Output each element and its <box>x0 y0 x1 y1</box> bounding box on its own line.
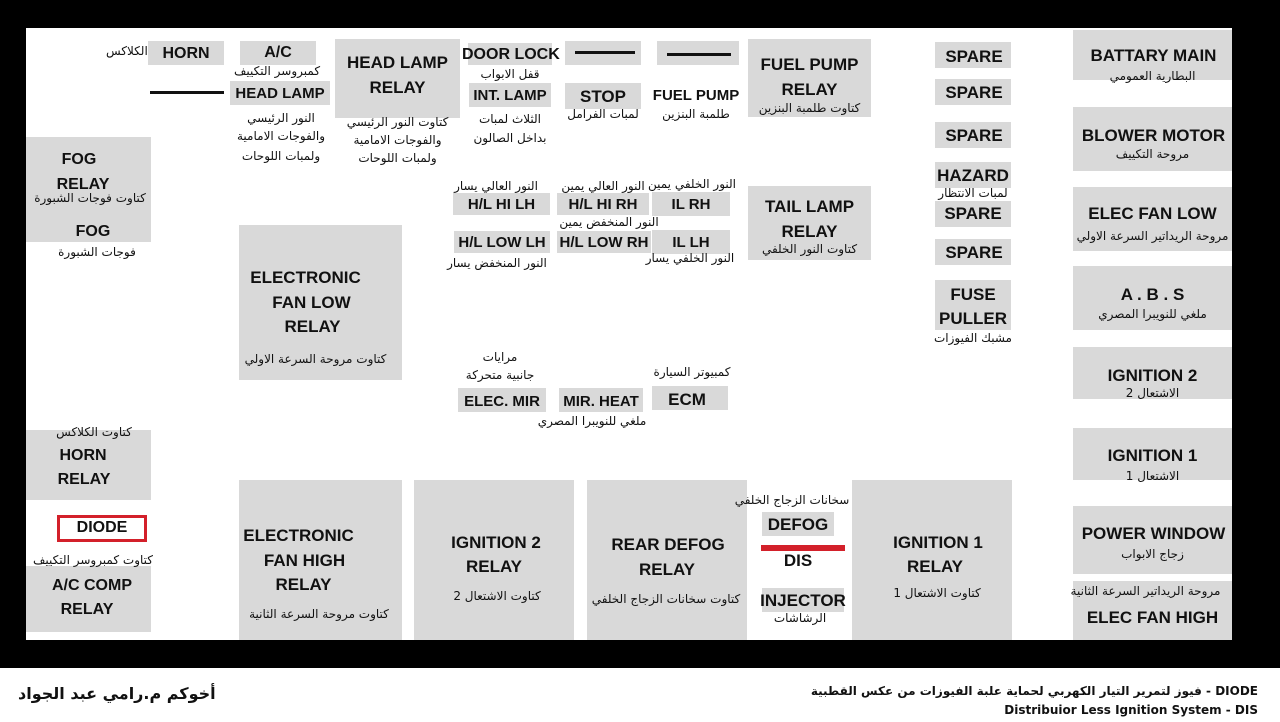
fuse-hl-hi-rh-label: H/L HI RH <box>568 196 638 213</box>
fuse-hazard-label: HAZARD <box>937 166 1009 185</box>
relay-horn-label-1: HORN <box>59 447 107 464</box>
horn-ar-label: الكلاكس <box>106 44 148 58</box>
fuse-dis-label: DIS <box>783 551 813 570</box>
fuse-stop-label: STOP <box>580 87 626 106</box>
relay-efan-low-label-3: RELAY <box>284 317 341 336</box>
relay-rear-defog-label-2: RELAY <box>638 560 696 579</box>
relay-ign2-ar: كتاوت الاشتعال 2 <box>453 589 541 603</box>
relay-efan-high-label-3: RELAY <box>275 575 332 594</box>
fuse-elec-fan-high-label: ELEC FAN HIGH <box>1086 608 1219 627</box>
relay-head-lamp-label-1: HEAD LAMP <box>346 53 449 72</box>
fuse-head-lamp-ar-1: النور الرئيسي <box>247 111 315 125</box>
fuse-mir-heat-ar: ملغي للنويبرا المصري <box>537 414 647 428</box>
fuse-elec-mir-ar-1: مرايات <box>482 350 518 364</box>
fuse-ac-ar-label: كمبروسر التكييف <box>233 64 321 78</box>
fuse-hl-hi-lh-label: H/L HI LH <box>467 196 536 213</box>
relay-tail-lamp-label-1: TAIL LAMP <box>764 197 855 216</box>
relay-tail-lamp-label-2: RELAY <box>781 222 838 241</box>
fuse-spare-5-label: SPARE <box>945 243 1003 262</box>
fuse-injector-ar: الرشاشات <box>773 611 827 625</box>
fuse-elec-mir-label: ELEC. MIR <box>464 393 540 410</box>
fuse-puller-label-1: FUSE <box>950 285 996 304</box>
fuse-il-lh-ar: النور الخلفي يسار <box>645 251 735 265</box>
fuse-power-window-label: POWER WINDOW <box>1081 524 1226 543</box>
relay-rear-defog-label-1: REAR DEFOG <box>611 535 725 554</box>
fuse-defog-label: DEFOG <box>767 515 829 534</box>
relay-ign2-label-1: IGNITION 2 <box>451 533 541 552</box>
fuse-elec-fan-low-ar: مروحة الريداتير السرعة الاولي <box>1076 229 1229 243</box>
fuse-abs-ar: ملغي للنويبرا المصري <box>1098 307 1207 321</box>
fuse-ignition-1-ar: الاشتعال 1 <box>1125 469 1180 483</box>
relay-efan-high-ar: كتاوت مروحة السرعة الثانية <box>249 607 389 621</box>
relay-head-lamp-ar-2: والفوجات الامامية <box>353 133 442 147</box>
fuse-hl-hi-lh-ar: النور العالي يسار <box>454 179 538 193</box>
relay-ac-comp <box>26 566 151 632</box>
fuse-mir-heat-label: MIR. HEAT <box>563 393 639 410</box>
relay-fog-ar-label: كتاوت فوجات الشبورة <box>34 191 146 205</box>
fuse-ecm-ar: كمبيوتر السيارة <box>653 365 731 379</box>
fuse-fuel-pump-ar: طلمبة البنزين <box>662 107 730 121</box>
fuse-hl-low-lh-label: H/L LOW LH <box>458 234 546 251</box>
fuse-board <box>26 28 1232 640</box>
fuse-spare-2-label: SPARE <box>945 83 1003 102</box>
fuse-spare-1-label: SPARE <box>945 47 1003 66</box>
relay-ign2-label-2: RELAY <box>465 557 523 576</box>
fuse-il-rh-label: IL RH <box>671 196 711 213</box>
fuse-hl-low-rh-ar: النور المنخفض يمين <box>559 215 659 229</box>
dis-note: Distribuior Less Ignition System - DIS <box>1004 703 1258 717</box>
fuse-hl-low-lh-ar: النور المنخفض يسار <box>447 256 547 270</box>
relay-efan-low-label-2: FAN LOW <box>272 293 351 312</box>
fuse-int-lamp-ar-1: الثلاث لمبات <box>478 112 542 126</box>
relay-fog-label-2: RELAY <box>56 176 110 193</box>
fuse-horn-label: HORN <box>162 45 210 62</box>
relay-fuel-pump-label-2: RELAY <box>781 80 838 99</box>
relay-fog-label-1: FOG <box>61 151 97 168</box>
author-signature: أخوكم م.رامي عبد الجواد <box>18 684 216 703</box>
fuse-il-lh-label: IL LH <box>672 234 710 251</box>
fuse-fuel-pump-label: FUEL PUMP <box>652 87 740 104</box>
fuse-door-lock-ar: قفل الابواب <box>480 67 540 81</box>
fuse-ignition-2-label: IGNITION 2 <box>1107 366 1198 385</box>
relay-head-lamp-label-2: RELAY <box>369 78 426 97</box>
fuse-door-lock-label: DOOR LOCK <box>462 46 560 63</box>
relay-horn-label-2: RELAY <box>57 471 111 488</box>
fuse-bar-1 <box>150 91 224 94</box>
fuse-spare-4-label: SPARE <box>944 204 1002 223</box>
relay-ac-comp-label-2: RELAY <box>60 601 114 618</box>
diode-note: DIODE - فيوز لتمرير التيار الكهربي لحماية علبة الفيوزات من عكس القطبية <box>810 684 1258 698</box>
relay-fuel-pump-label-1: FUEL PUMP <box>760 55 859 74</box>
relay-horn <box>26 430 151 500</box>
relay-rear-defog-ar: كتاوت سخانات الزجاج الخلفي <box>591 592 741 606</box>
relay-ign1-label-2: RELAY <box>906 557 964 576</box>
fuse-hl-low-rh-label: H/L LOW RH <box>559 234 649 251</box>
fuse-blower-motor-ar: مروحة التكييف <box>1115 147 1190 161</box>
fuse-head-lamp-ar-3: ولمبات اللوحات <box>241 149 321 163</box>
fuse-int-lamp-label: INT. LAMP <box>473 87 547 104</box>
relay-tail-lamp-ar: كتاوت النور الخلفي <box>761 242 858 256</box>
relay-head-lamp-ar-3: ولمبات اللوحات <box>358 151 437 165</box>
fuse-abs-label: A . B . S <box>1120 285 1185 304</box>
relay-fuel-pump-ar: كتاوت طلمبة البنزين <box>758 101 861 115</box>
fuse-injector-label: INJECTOR <box>760 591 846 610</box>
fuse-ac-label: A/C <box>264 44 292 61</box>
fuse-battery-main-ar: البطارية العمومي <box>1109 69 1196 83</box>
fuse-fog-label: FOG <box>75 223 111 240</box>
relay-horn-ar-label: كتاوت الكلاكس <box>56 425 132 439</box>
fuse-ignition-2-ar: الاشتعال 2 <box>1125 386 1180 400</box>
fuse-elec-mir-ar-2: جانبية متحركة <box>465 368 535 382</box>
fuse-ignition-1-label: IGNITION 1 <box>1107 446 1198 465</box>
fuse-puller-ar: مشبك الفيوزات <box>934 331 1012 345</box>
fuse-il-rh-ar: النور الخلفي يمين <box>647 177 737 191</box>
relay-efan-low-ar: كتاوت مروحة السرعة الاولي <box>244 352 387 366</box>
fuse-head-lamp-ar-2: والفوجات الامامية <box>237 129 325 143</box>
fuse-spare-3-label: SPARE <box>945 126 1003 145</box>
fuse-fog-ar-label: فوجات الشبورة <box>58 245 136 259</box>
fuse-diode-label: DIODE <box>76 519 128 536</box>
fuse-power-window-ar: زجاج الابواب <box>1121 547 1184 561</box>
relay-ign1-ar: كتاوت الاشتعال 1 <box>893 586 981 600</box>
fuse-hazard-ar: لمبات الانتظار <box>938 186 1008 200</box>
fuse-blower-motor-label: BLOWER MOTOR <box>1081 126 1226 145</box>
relay-efan-high-label-2: FAN HIGH <box>263 551 346 570</box>
fuse-puller-label-2: PULLER <box>939 309 1007 328</box>
fuse-hl-hi-rh-ar: النور العالي يمين <box>561 179 645 193</box>
fuse-defog-ar: سخانات الزجاج الخلفي <box>734 493 850 507</box>
fuse-bar-3 <box>667 53 731 56</box>
relay-ac-comp-label-1: A/C COMP <box>52 577 132 594</box>
fuse-ecm-label: ECM <box>668 390 706 409</box>
fuse-int-lamp-ar-2: بداخل الصالون <box>473 131 547 145</box>
fuse-elec-fan-low-label: ELEC FAN LOW <box>1088 204 1217 223</box>
relay-efan-high-label-1: ELECTRONIC <box>243 526 354 545</box>
relay-head-lamp-ar-1: كتاوت النور الرئيسي <box>346 115 449 129</box>
fuse-elec-fan-high-ar: مروحة الريداتير السرعة الثانية <box>1070 584 1221 598</box>
relay-ac-comp-ar-label: كتاوت كمبروسر التكييف <box>33 553 153 567</box>
fuse-head-lamp-label: HEAD LAMP <box>235 85 325 102</box>
fuse-battery-main-label: BATTARY MAIN <box>1090 46 1217 65</box>
fuse-bar-2 <box>575 51 635 54</box>
relay-efan-low-label-1: ELECTRONIC <box>250 268 361 287</box>
fuse-stop-ar: لمبات الفرامل <box>567 107 639 121</box>
relay-ign1-label-1: IGNITION 1 <box>893 533 983 552</box>
